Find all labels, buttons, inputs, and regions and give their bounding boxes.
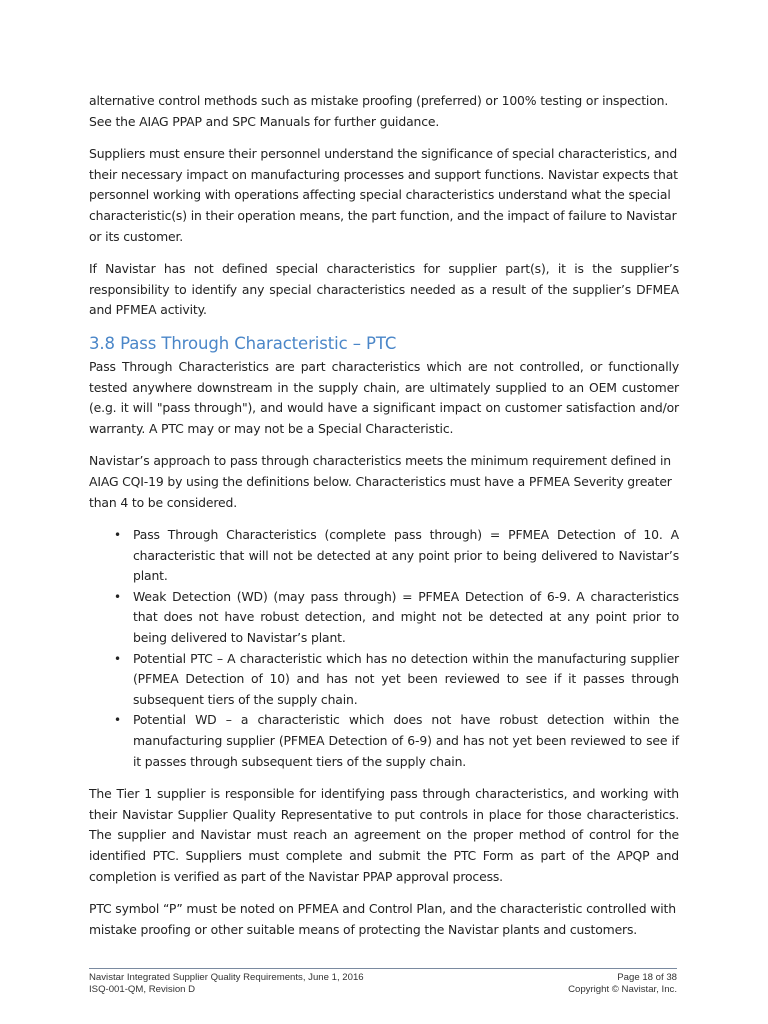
- paragraph-navistar-approach: Navistar’s approach to pass through characteristics meets the minimum requirement defined in AIAG CQI-19 by using the definitions below. Characteristics must have a PFMEA Severity greater than 4 to be considered.: [89, 453, 672, 510]
- bullet-icon: •: [114, 589, 121, 604]
- list-item: [114, 710, 679, 772]
- footer-doc-id: ISQ-001-QM, Revision D: [89, 983, 196, 995]
- list-item: [114, 587, 679, 649]
- footer-page-number: Page 18 of 38: [617, 972, 677, 983]
- list-item: [114, 525, 679, 587]
- footer-row-2: [89, 984, 677, 996]
- paragraph-undefined-special-characteristics: If Navistar has not defined special characteristics for supplier part(s), it is the supplier’s responsibility to identify any special characteristics needed as a result of the supplier’s DFMEA and PFMEA activity.: [89, 261, 679, 318]
- footer-doc-title: Navistar Integrated Supplier Quality Requirements, June 1, 2016: [89, 972, 364, 983]
- bullet-icon: •: [114, 713, 121, 728]
- bullet-icon: •: [114, 651, 121, 666]
- list-item-text: Pass Through Characteristics (complete pass through) = PFMEA Detection of 10. A characteristic that will not be detected at any point prior to being delivered to Navistar’s plant.: [133, 527, 679, 584]
- page-body: [89, 91, 679, 952]
- paragraph-supplier-personnel: Suppliers must ensure their personnel understand the significance of special characteristics, and their necessary impact on manufacturing processes and support functions. Navistar expects that personnel working with operations affecting special characteristics understand what the special characteristic(s) in their operation means, the part function, and the impact of failure to Navistar or its customer.: [89, 146, 678, 244]
- list-item: [114, 649, 679, 711]
- list-item-text: Weak Detection (WD) (may pass through) = PFMEA Detection of 6-9. A characteristics that does not have robust detection, and might not be detected at any point prior to being delivered to Navistar’s plant.: [133, 588, 679, 646]
- paragraph-ptc-symbol: PTC symbol “P” must be noted on PFMEA and Control Plan, and the characteristic controlled with mistake proofing or other suitable means of protecting the Navistar plants and customers.: [89, 901, 676, 937]
- list-item-text: Potential WD – a characteristic which does not have robust detection within the manufacturing supplier (PFMEA Detection of 6-9) and has not yet been reviewed to see if it passes through subsequent tiers of the supply chain.: [133, 712, 679, 769]
- section-heading-ptc: 3.8 Pass Through Characteristic – PTC: [89, 333, 397, 353]
- list-item-text: Potential PTC – A characteristic which has no detection within the manufacturing supplier (PFMEA Detection of 10) and has not yet been reviewed to see if it passes through subsequent tiers of the supply chain.: [133, 650, 679, 707]
- footer-row-1: [89, 972, 677, 984]
- paragraph-tier1-responsibility: The Tier 1 supplier is responsible for identifying pass through characteristics, and working with their Navistar Supplier Quality Representative to put controls in place for those characteristics. The supplier and Navistar must reach an agreement on the proper method of control for the identified PTC. Suppliers must complete and submit the PTC Form as part of the APQP and completion is verified as part of the Navistar PPAP approval process.: [89, 786, 679, 884]
- footer-copyright: Copyright © Navistar, Inc.: [568, 983, 677, 995]
- paragraph-control-methods: alternative control methods such as mistake proofing (preferred) or 100% testing or inspection. See the AIAG PPAP and SPC Manuals for further guidance.: [89, 93, 669, 129]
- page-footer: [89, 968, 677, 995]
- bullet-icon: •: [114, 528, 121, 543]
- ptc-definitions-list: [89, 525, 679, 772]
- paragraph-ptc-definition: Pass Through Characteristics are part characteristics which are not controlled, or functionally tested anywhere downstream in the supply chain, are ultimately supplied to an OEM customer (e.g. it will "pass through"), and would have a significant impact on customer satisfaction and/or warranty. A PTC may or may not be a Special Characteristic.: [89, 358, 679, 436]
